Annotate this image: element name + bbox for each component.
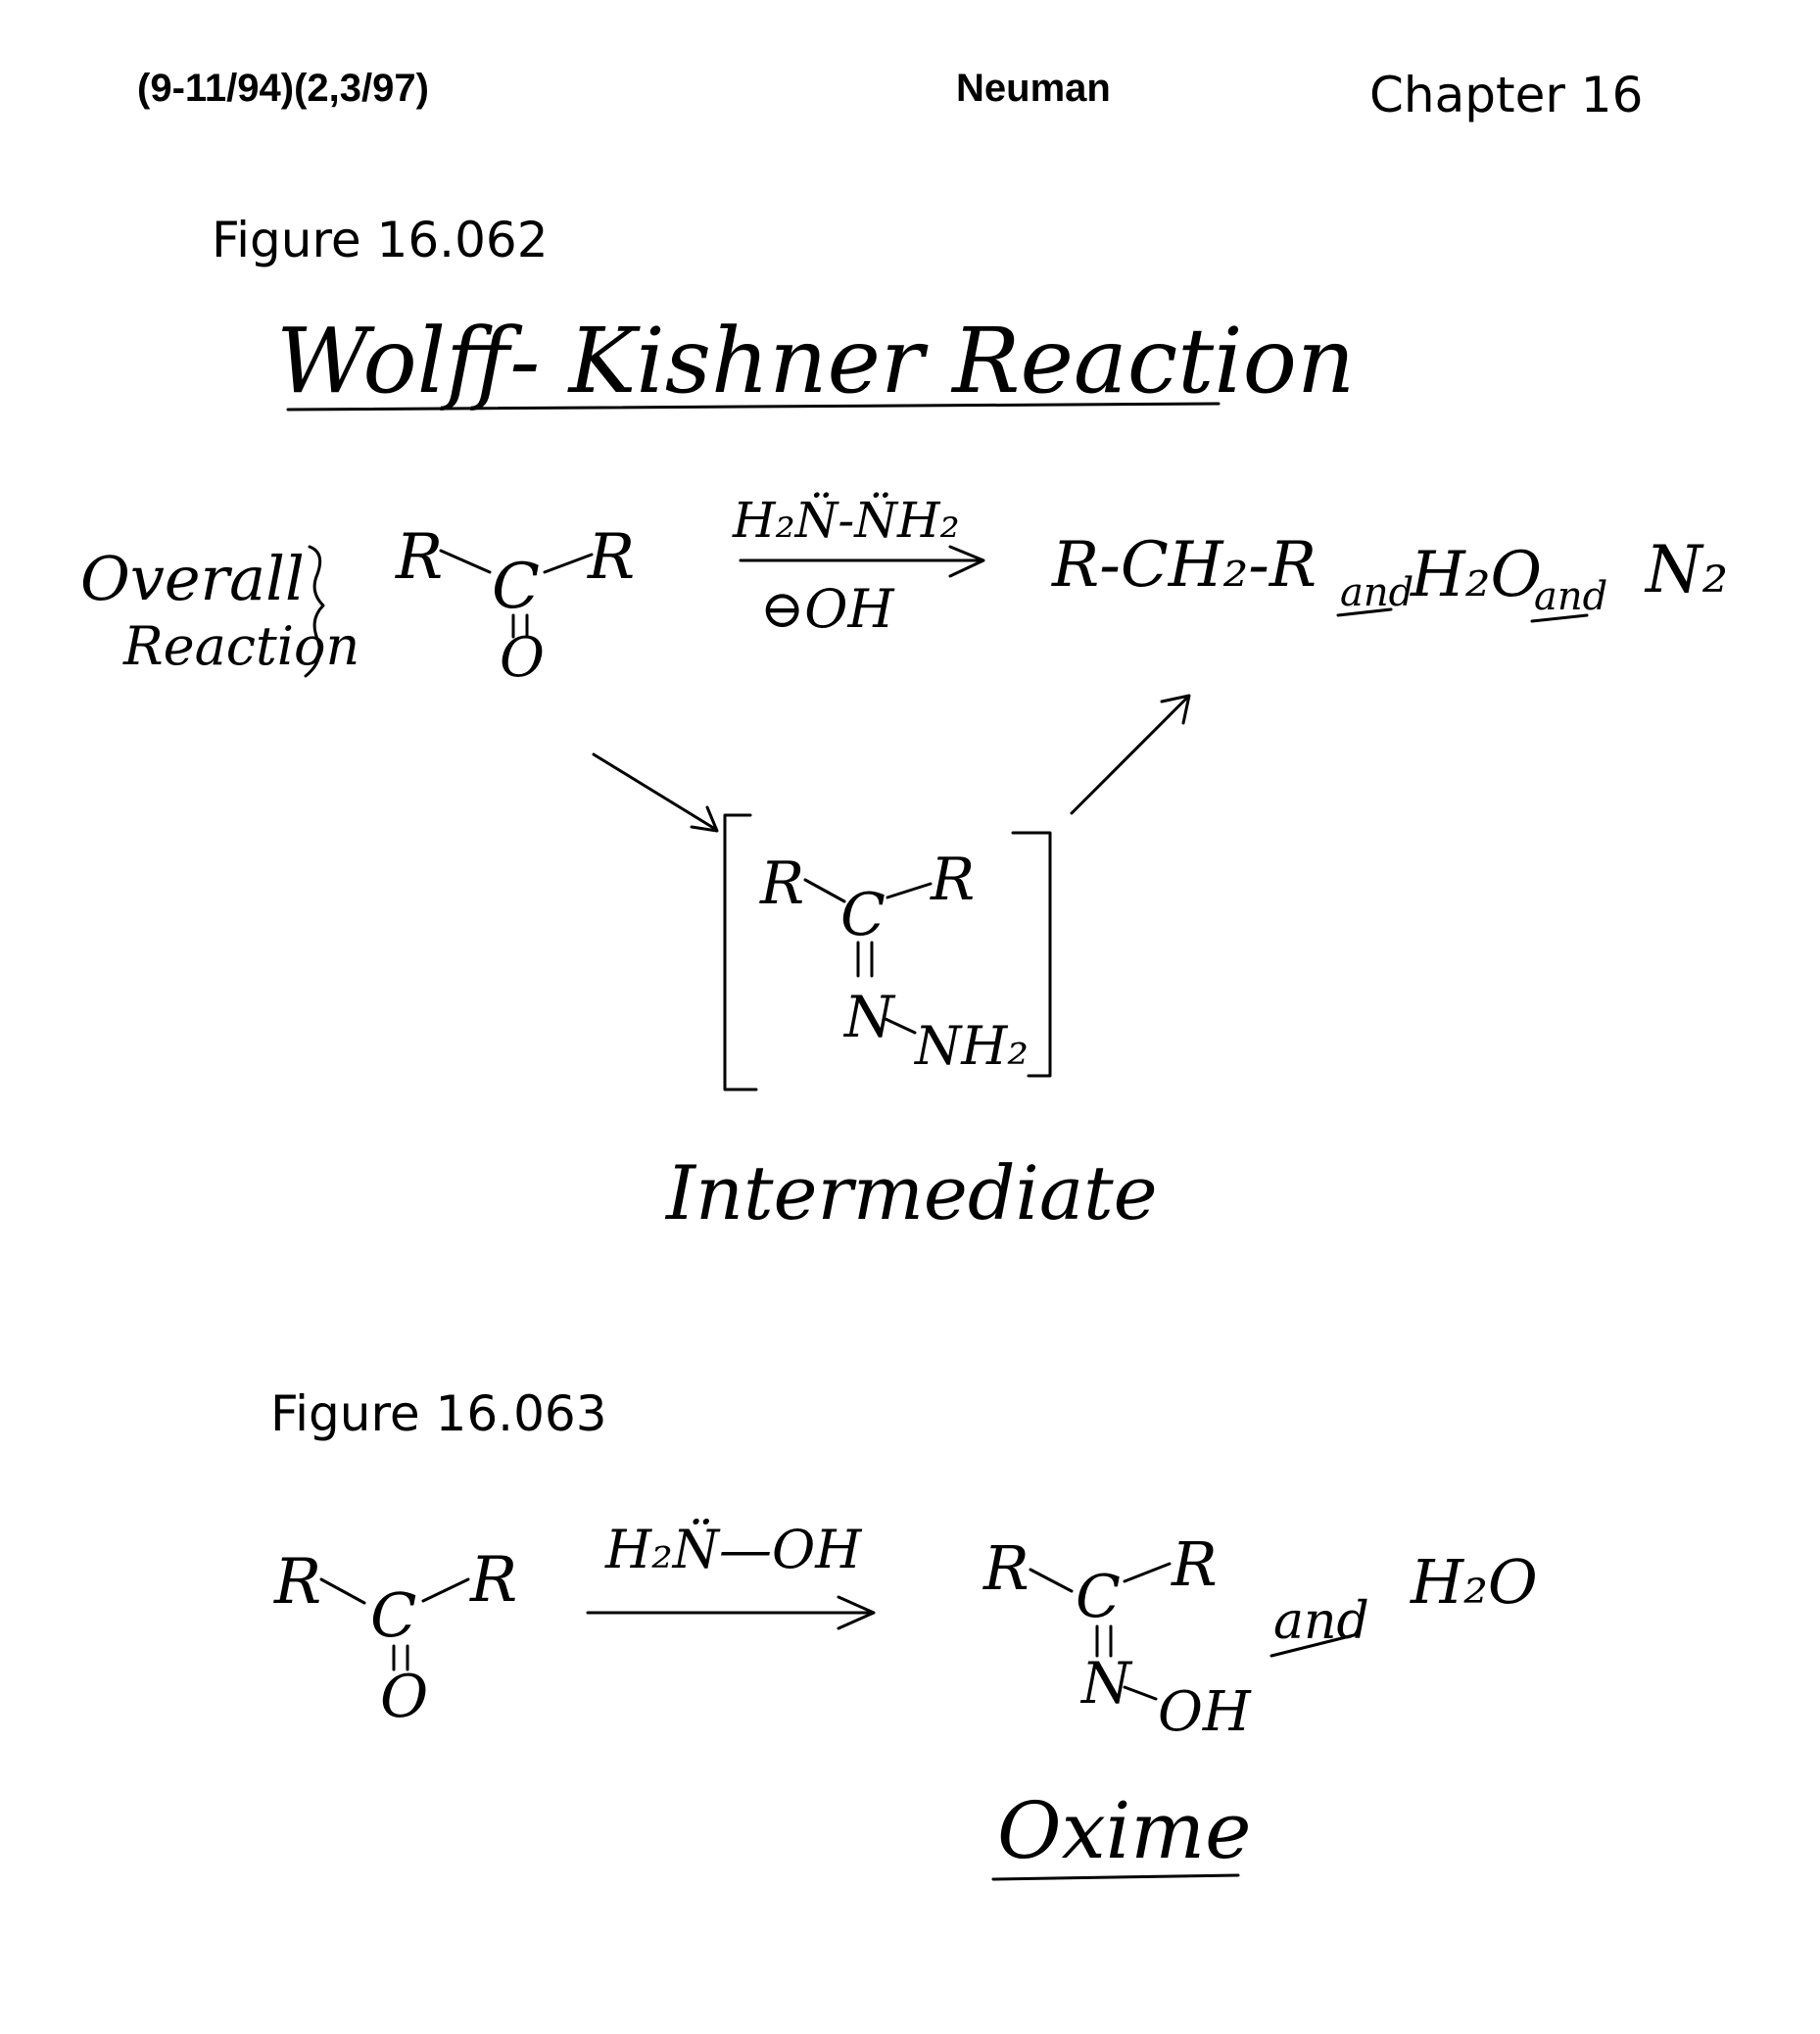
overall-label-line2: Reaction [123,615,360,677]
figure-063-caption: Figure 16.063 [270,1385,607,1442]
figure-062-title: Wolff- Kishner Reaction [276,309,1356,413]
reagent-above: H₂N̈-N̈H₂ [733,492,960,549]
product: R-CH₂-R [1052,529,1317,602]
header-author: Neuman [956,67,1111,110]
fig063-reactant-oxygen: O [380,1663,429,1731]
fig063-product-label: Oxime [997,1785,1252,1876]
fig063-product-nitrogen: N [1081,1650,1131,1717]
reactant-right-r: R [588,521,636,594]
fig063-product-oh: OH [1158,1680,1251,1744]
header-chapter: Chapter 16 [1369,67,1644,123]
fig063-reactant-right-r: R [470,1544,518,1617]
fig063-reactant-center-c: C [370,1579,417,1651]
fig063-product-left-r: R [983,1532,1030,1604]
intermediate-center-c: C [840,881,886,949]
figure-062-caption: Figure 16.062 [212,212,549,268]
byproduct-2: N₂ [1646,532,1729,607]
reagent-below: ⊖OH [760,578,894,640]
byproduct-and-1: and [1340,570,1414,615]
overall-label-line1: Overall [80,543,305,614]
fig063-product-center-c: C [1076,1563,1121,1631]
intermediate-nh2: NH₂ [915,1015,1029,1077]
reactant-left-r: R [396,521,444,594]
fig063-reagent-above: H₂N̈—OH [605,1519,862,1580]
intermediate-left-r: R [760,849,805,918]
intermediate-label: Intermediate [666,1149,1158,1236]
intermediate-nitrogen: N [844,984,894,1050]
intermediate-right-r: R [931,846,976,914]
byproduct-and-2: and [1534,574,1608,619]
fig063-byproduct: H₂O [1411,1546,1538,1618]
fig063-reactant-left-r: R [274,1546,322,1619]
fig063-byproduct-and: and [1273,1592,1369,1651]
fig063-product-right-r: R [1172,1528,1218,1600]
reactant-oxygen: O [500,626,545,690]
byproduct-1: H₂O [1411,539,1542,611]
reactant-center-c: C [492,551,540,623]
header-dates: (9-11/94)(2,3/97) [137,67,429,110]
